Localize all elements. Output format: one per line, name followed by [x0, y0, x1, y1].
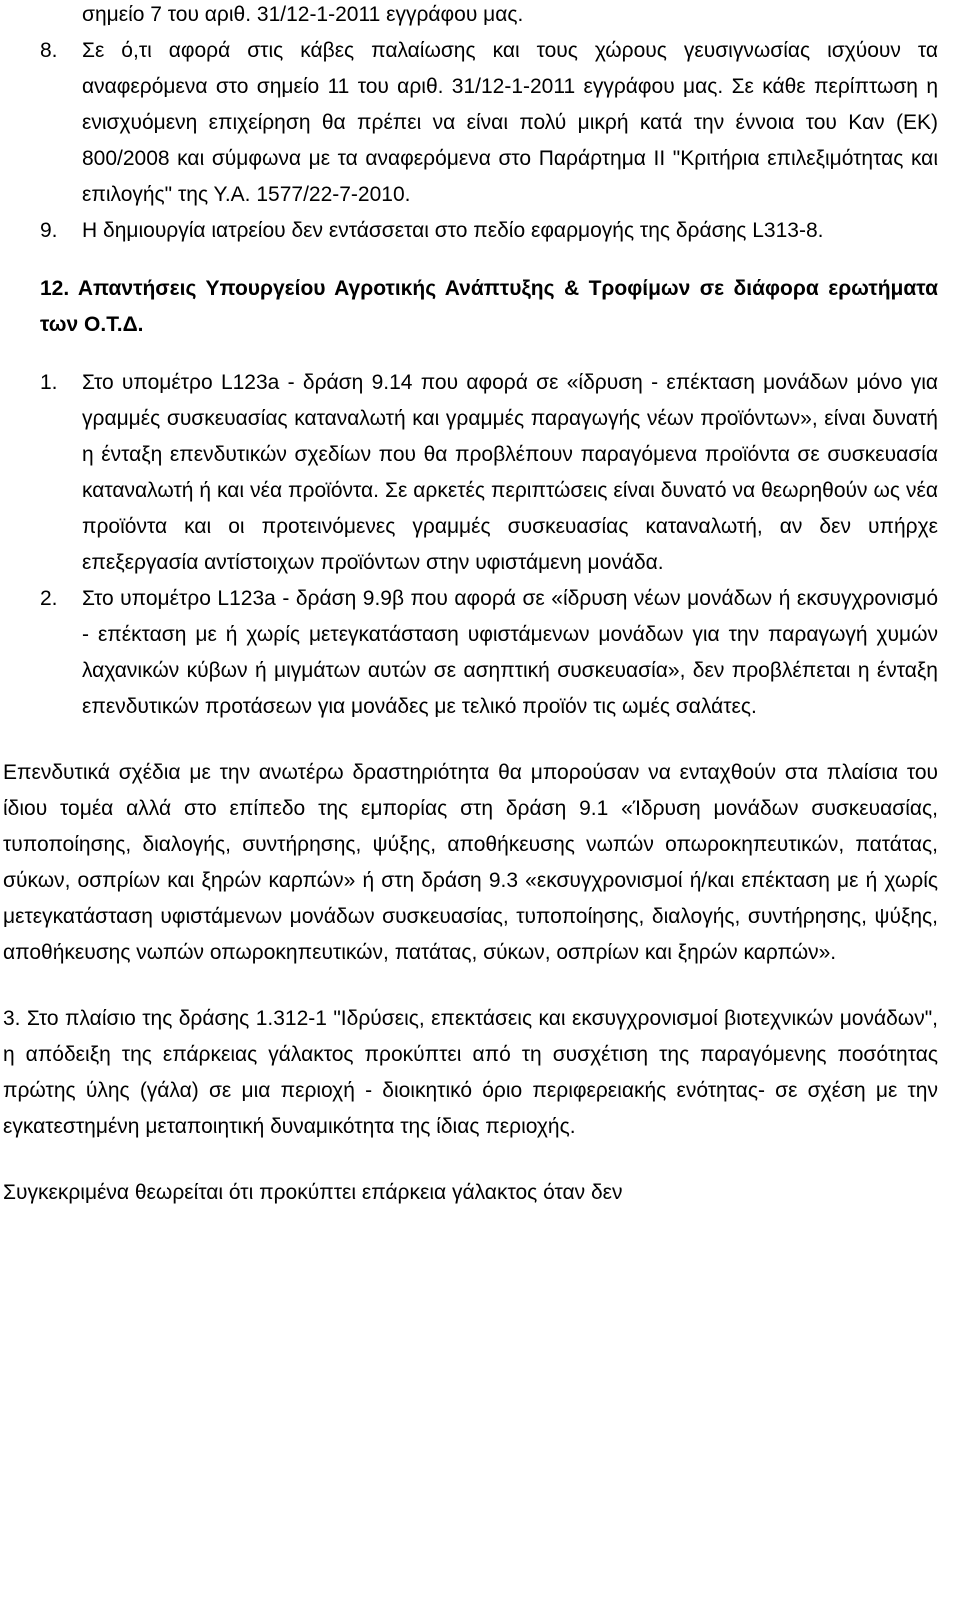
list-item — [0, 365, 960, 581]
body-paragraph: Επενδυτικά σχέδια με την ανωτέρω δραστηριότητα θα μπορούσαν να ενταχθούν στα πλαίσια του ίδιου τομέα αλλά στο επίπεδο της εμπορίας στη δράση 9.1 «Ίδρυση μονάδων συσκευασίας, τυποποίησης, διαλογής, συντήρησης, ψύξης, αποθήκευσης νωπών οπωροκηπευτικών, πατάτας, σύκων, οσπρίων και ξηρών καρπών» ή στη δράση 9.3 «εκσυγχρονισμοί ή/και επέκταση με ή χωρίς μετεγκατάσταση υφιστάμενων μονάδων συσκευασίας, τυποποίησης, διαλογής, συντήρησης, ψύξης, αποθήκευσης νωπών οπωροκηπευτικών, πατάτας, σύκων, οσπρίων και ξηρών καρπών». — [3, 761, 938, 964]
list-item-text: Στο υπομέτρο L123a - δράση 9.14 που αφορά σε «ίδρυση - επέκταση μονάδων μόνο για γραμμές συσκευασίας καταναλωτή και γραμμές παραγωγής νέων προϊόντων», είναι δυνατή η ένταξη επενδυτικών σχεδίων που θα προβλέπουν παραγόμενα προϊόντα σε συσκευασία καταναλωτή ή και νέα προϊόντα. Σε αρκετές περιπτώσεις είναι δυνατό να θεωρηθούν ως νέα προϊόντα και οι προτεινόμενες γραμμές συσκευασίας καταναλωτή, αν δεν υπήρχε επεξεργασία αντίστοιχων προϊόντων στην υφιστάμενη μονάδα. — [82, 371, 938, 574]
spacer — [0, 1145, 960, 1175]
list-item-text: Σε ό,τι αφορά στις κάβες παλαίωσης και τους χώρους γευσιγνωσίας ισχύουν τα αναφερόμενα στο σημείο 11 του αριθ. 31/12-1-2011 εγγράφου μας. Σε κάθε περίπτωση η ενισχυόμενη επιχείρηση θα πρέπει να είναι πολύ μικρή κατά την έννοια του Καν (ΕΚ) 800/2008 και σύμφωνα με τα αναφερόμενα στο Παράρτημα ΙΙ "Κριτήρια επιλεξιμότητας και επιλογής" της Υ.Α. 1577/22-7-2010. — [82, 39, 938, 206]
numbered-list-b — [0, 365, 960, 725]
list-item-number: 8. — [40, 39, 58, 62]
body-paragraph: Συγκεκριμένα θεωρείται ότι προκύπτει επάρκεια γάλακτος όταν δεν — [3, 1181, 623, 1204]
list-item-text: Στο υπομέτρο L123a - δράση 9.9β που αφορά σε «ίδρυση νέων μονάδων ή εκσυγχρονισμό - επέκταση με ή χωρίς μετεγκατάσταση υφιστάμενων μονάδων για την παραγωγή χυμών λαχανικών κύβων ή μιγμάτων αυτών σε ασηπτική συσκευασία», δεν προβλέπεται η ένταξη επενδυτικών προτάσεων για μονάδες με τελικό προϊόν τις ωμές σαλάτες. — [82, 587, 938, 718]
list-item — [0, 33, 960, 213]
list-item-text: Η δημιουργία ιατρείου δεν εντάσσεται στο πεδίο εφαρμογής της δράσης L313-8. — [82, 219, 824, 242]
list-item-number: 9. — [40, 219, 58, 242]
continuation-text: σημείο 7 του αριθ. 31/12-1-2011 εγγράφου μας. — [82, 3, 524, 26]
spacer — [0, 249, 960, 271]
list-item-number: 1. — [40, 371, 58, 394]
body-paragraph-numbered: 3. Στο πλαίσιο της δράσης 1.312-1 "Ιδρύσεις, επεκτάσεις και εκσυγχρονισμοί βιοτεχνικών μονάδων", η απόδειξη της επάρκειας γάλακτος προκύπτει από τη συσχέτιση της παραγόμενης ποσότητας πρώτης ύλης (γάλα) σε μια περιοχή - διοικητικό όριο περιφερειακής ενότητας- σε σχέση με την εγκατεστημένη μεταποιητική δυναμικότητα της ίδιας περιοχής. — [3, 1007, 938, 1138]
numbered-list-a — [0, 33, 960, 249]
spacer — [0, 343, 960, 365]
spacer — [0, 725, 960, 755]
list-item — [0, 581, 960, 725]
spacer — [0, 971, 960, 1001]
section-heading: 12. Απαντήσεις Υπουργείου Αγροτικής Ανάπτυξης & Τροφίμων σε διάφορα ερωτήματα των Ο.Τ.Δ. — [40, 277, 938, 336]
list-item — [0, 213, 960, 249]
list-item-number: 2. — [40, 587, 58, 610]
